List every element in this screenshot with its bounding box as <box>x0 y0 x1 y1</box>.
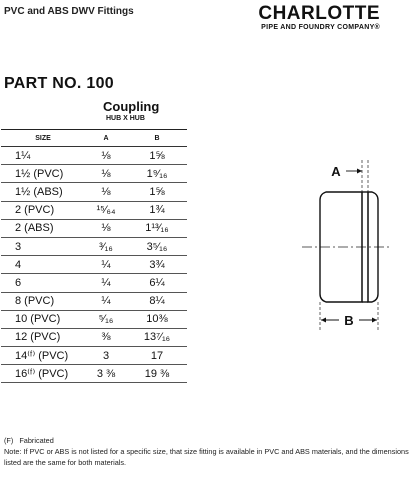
table-row <box>1 201 187 219</box>
dim-b-cell: 1¾ <box>127 201 187 219</box>
column-header-b: B <box>127 130 187 147</box>
size-cell: 10 (PVC) <box>1 310 85 328</box>
column-header-a: A <box>85 130 127 147</box>
size-cell: 1½ (PVC) <box>1 165 85 183</box>
part-number: PART NO. 100 <box>4 75 114 92</box>
size-cell: 2 (ABS) <box>1 219 85 237</box>
fabricated-text: Fabricated <box>19 436 54 445</box>
table-row <box>1 310 187 328</box>
dim-b-arrowhead-left <box>321 318 326 323</box>
table-row <box>1 328 187 346</box>
fabricated-mark: (F) <box>4 436 14 445</box>
size-cell: 8 (PVC) <box>1 292 85 310</box>
table-row <box>1 237 187 255</box>
dim-b-cell: 1⅝ <box>127 147 187 165</box>
table-row <box>1 165 187 183</box>
dim-a-cell: ¼ <box>85 292 127 310</box>
dim-b-cell: 17 <box>127 347 187 365</box>
brand-subtitle: PIPE AND FOUNDRY COMPANY® <box>261 24 380 31</box>
size-cell: 1½ (ABS) <box>1 183 85 201</box>
size-cell: 3 <box>1 237 85 255</box>
table-row <box>1 219 187 237</box>
table-row <box>1 147 187 165</box>
dim-a-cell: ⅛ <box>85 165 127 183</box>
size-cell: 4 <box>1 256 85 274</box>
dim-a-cell: ⅛ <box>85 183 127 201</box>
size-cell: 14⁽ᶠ⁾ (PVC) <box>1 347 85 365</box>
dim-b-cell: 8¼ <box>127 292 187 310</box>
dim-b-cell: 1⁹⁄₁₆ <box>127 165 187 183</box>
dim-b-cell: 1⅝ <box>127 183 187 201</box>
table-row <box>1 365 187 383</box>
size-cell: 12 (PVC) <box>1 328 85 346</box>
table-header-row <box>1 130 187 147</box>
header-title: PVC and ABS DWV Fittings <box>4 6 134 17</box>
dim-a-cell: 3 <box>85 347 127 365</box>
dim-a-arrowhead <box>357 169 362 174</box>
table-title: Coupling <box>103 99 160 114</box>
dim-a-cell: ⅜ <box>85 328 127 346</box>
size-cell: 6 <box>1 274 85 292</box>
brand-logo <box>258 4 380 31</box>
dim-b-cell: 3¾ <box>127 256 187 274</box>
dim-b-cell: 19 ⅜ <box>127 365 187 383</box>
dim-a-label: A <box>331 164 341 179</box>
footnote <box>4 435 414 468</box>
dim-a-cell: ¼ <box>85 274 127 292</box>
table-row <box>1 256 187 274</box>
column-header-size: SIZE <box>1 130 85 147</box>
size-cell: 1¼ <box>1 147 85 165</box>
brand-name: CHARLOTTE <box>258 3 380 24</box>
size-cell: 2 (PVC) <box>1 201 85 219</box>
dim-b-cell: 13⁷⁄₁₆ <box>127 328 187 346</box>
material-note: Note: If PVC or ABS is not listed for a specific size, that size fitting is available in PVC and ABS materials, and the dimensions listed are the same for both materials. <box>4 447 409 467</box>
dim-a-cell: ¼ <box>85 256 127 274</box>
dim-a-cell: ⁵⁄₁₆ <box>85 310 127 328</box>
dim-b-cell: 3⁵⁄₁₆ <box>127 237 187 255</box>
dimension-table <box>1 129 187 383</box>
table-row <box>1 292 187 310</box>
dim-b-cell: 6¼ <box>127 274 187 292</box>
table-row <box>1 183 187 201</box>
dim-b-label: B <box>344 313 354 328</box>
table-row <box>1 274 187 292</box>
table-subtitle: HUB X HUB <box>106 115 145 122</box>
dim-a-cell: ⅛ <box>85 219 127 237</box>
size-cell: 16⁽ᶠ⁾ (PVC) <box>1 365 85 383</box>
dim-a-cell: ³⁄₁₆ <box>85 237 127 255</box>
dim-b-arrowhead-right <box>372 318 377 323</box>
fabricated-note <box>4 435 414 446</box>
dim-a-cell: 3 ⅜ <box>85 365 127 383</box>
table-row <box>1 347 187 365</box>
dim-b-cell: 1¹³⁄₁₆ <box>127 219 187 237</box>
dim-b-cell: 10⅜ <box>127 310 187 328</box>
dim-a-cell: ¹⁵⁄₆₄ <box>85 201 127 219</box>
coupling-diagram <box>282 160 392 340</box>
dim-a-cell: ⅛ <box>85 147 127 165</box>
